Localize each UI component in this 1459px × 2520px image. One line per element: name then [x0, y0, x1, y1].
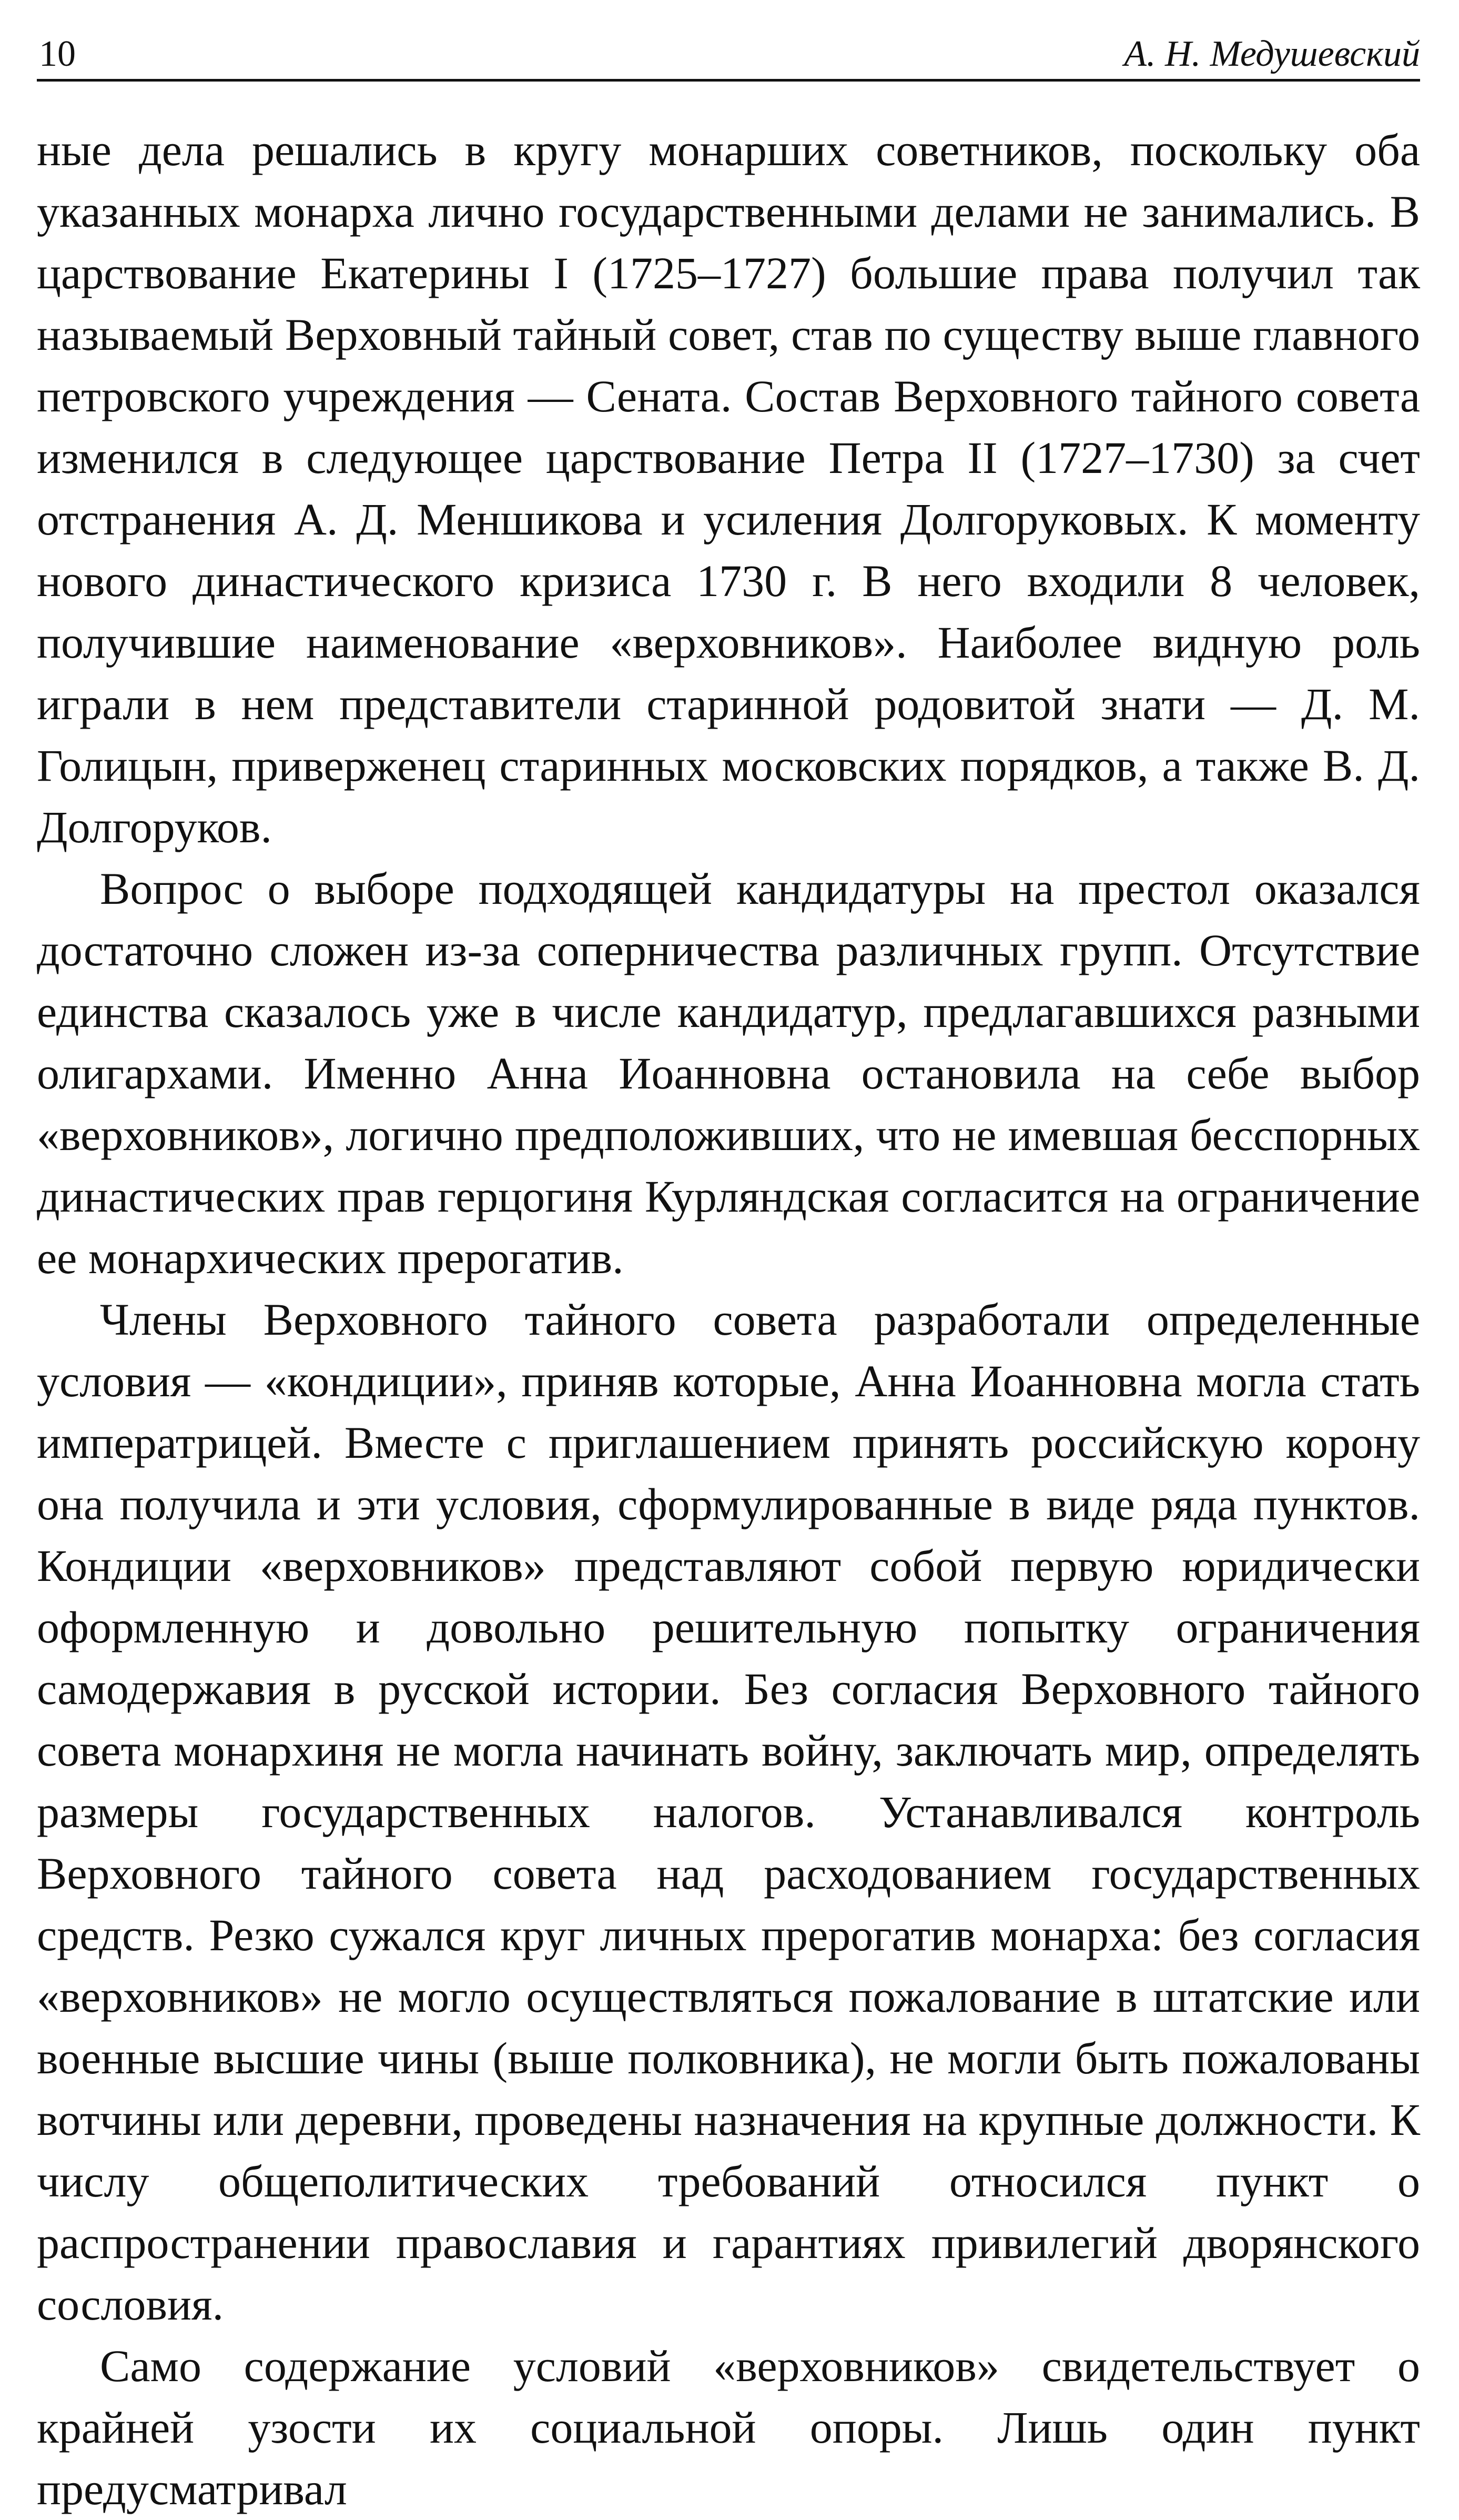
body-text	[37, 119, 1420, 2520]
paragraph-4: Само содержание условий «верховников» свидетельствует о крайней узости их социальной опоры. Лишь один пункт предусматривал	[37, 2341, 1420, 2514]
running-head	[37, 21, 1420, 82]
paragraph-2: Вопрос о выборе подходящей кандидатуры на престол оказался достаточно сложен из-за соперничества различных групп. Отсутствие единства сказалось уже в числе кандидатур, предлагавшихся разными олигархами. Именно Анна Иоанновна остановила на себе выбор «верховников», логично предположивших, что не имевшая бесспорных династических прав герцогиня Курляндская согласится на ограничение ее монархических прерогатив.	[37, 863, 1420, 1283]
book-page	[37, 21, 1420, 2514]
paragraph-3: Члены Верховного тайного совета разработали определенные условия — «кондиции», приняв которые, Анна Иоанновна могла стать императрицей. Вместе с приглашением принять российскую корону она получила и эти условия, сформулированные в виде ряда пунктов. Кондиции «верховников» представляют собой первую юридически оформленную и довольно решительную попытку ограничения самодержавия в русской истории. Без согласия Верховного тайного совета монархиня не могла начинать войну, заключать мир, определять размеры государственных налогов. Устанавливался контроль Верховного тайного совета над расходованием государственных средств. Резко сужался круг личных прерогатив монарха: без согласия «верховников» не могло осуществляться пожалование в штатские или военные высшие чины (выше полковника), не могли быть пожалованы вотчины или деревни, проведены назначения на крупные должности. К числу общеполитических требований относился пункт о распространении православия и гарантиях привилегий дворянского сословия.	[37, 1294, 1420, 2330]
page-number: 10	[39, 34, 76, 74]
running-title: А. Н. Медушевский	[1124, 34, 1420, 74]
paragraph-1: ные дела решались в кругу монарших советников, поскольку оба указанных монарха лично государственными делами не занимались. В царствование Екатерины I (1725–1727) большие права получил так называемый Верховный тайный совет, став по существу выше главного петровского учреждения — Сената. Состав Верховного тайного совета изменился в следующее царствование Петра II (1727–1730) за счет отстранения А. Д. Меншикова и усиления Долгоруковых. К моменту нового династического кризиса 1730 г. В него входили 8 человек, получившие наименование «верховников». Наиболее видную роль играли в нем представители старинной родовитой знати — Д. М. Голицын, приверженец старинных московских порядков, а также В. Д. Долгоруков.	[37, 125, 1420, 852]
